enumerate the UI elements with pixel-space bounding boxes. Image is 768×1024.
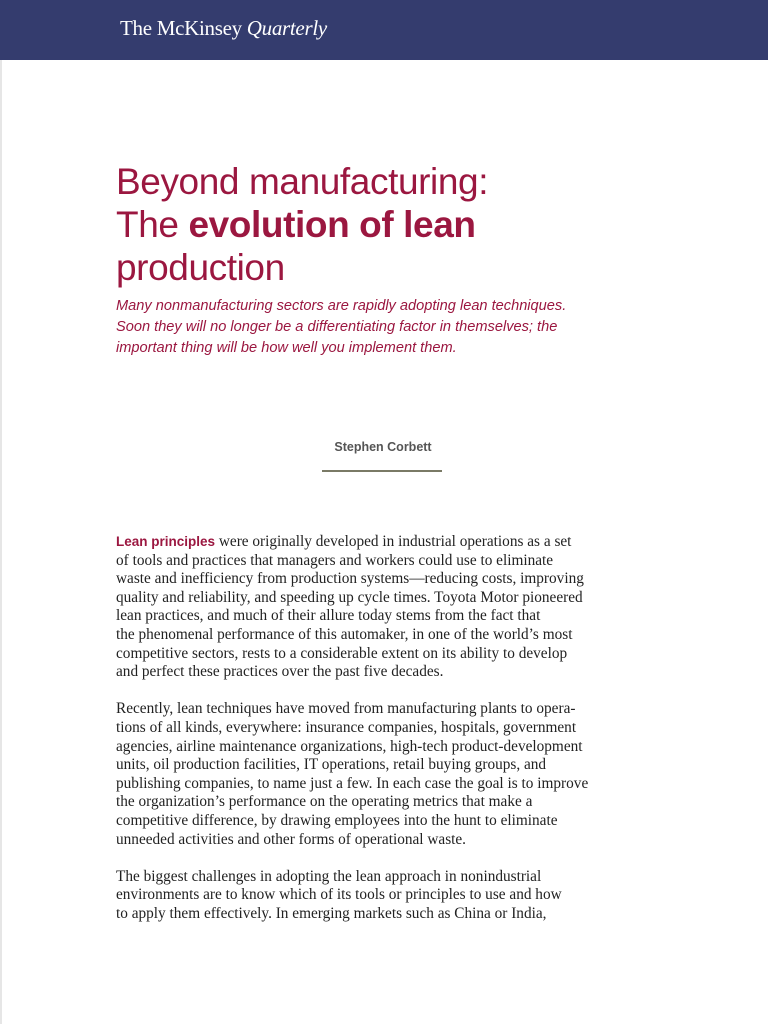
- logo-prefix: The McKinsey: [120, 16, 247, 40]
- author-byline: Stephen Corbett: [334, 440, 432, 454]
- body-line: of tools and practices that managers and workers could use to eliminate: [116, 551, 554, 569]
- paragraph-3: [116, 868, 684, 924]
- standfirst-line-1: Many nonmanufacturing sectors are rapidly adopting lean techniques.: [116, 298, 567, 314]
- article-title: [116, 160, 676, 289]
- logo-quarterly: Quarterly: [246, 16, 327, 40]
- standfirst-line-3: important thing will be how well you implement them.: [116, 340, 457, 356]
- body-line: competitive sectors, rests to a considerable extent on its ability to develop: [116, 644, 568, 662]
- article-body: [116, 533, 684, 942]
- masthead: [0, 0, 768, 60]
- title-line-2-plain: The: [116, 204, 189, 245]
- body-line: tions of all kinds, everywhere: insurance companies, hospitals, government: [116, 718, 577, 736]
- paragraph-1: [116, 533, 684, 682]
- title-line-3: production: [116, 247, 285, 288]
- paragraph-2: [116, 700, 684, 849]
- body-line: agencies, airline maintenance organizations, high-tech product-development: [116, 737, 583, 755]
- body-line: unneeded activities and other forms of operational waste.: [116, 830, 467, 848]
- body-line: to apply them effectively. In emerging markets such as China or India,: [116, 904, 547, 922]
- body-line: the phenomenal performance of this automaker, in one of the world’s most: [116, 625, 573, 643]
- title-line-2-bold: evolution of lean: [188, 204, 476, 245]
- body-line: lean practices, and much of their allure today stems from the fact that: [116, 607, 541, 625]
- body-line: Recently, lean techniques have moved from manufacturing plants to opera-: [116, 700, 576, 718]
- body-line: publishing companies, to name just a few. In each case the goal is to improve: [116, 774, 589, 792]
- body-line: environments are to know which of its tools or principles to use and how: [116, 886, 562, 904]
- lead-in-lean-principles: Lean principles: [116, 534, 216, 549]
- body-line: and perfect these practices over the past five decades.: [116, 663, 444, 681]
- body-line: The biggest challenges in adopting the lean approach in nonindustrial: [116, 867, 542, 885]
- article-standfirst: [116, 296, 676, 359]
- body-line: competitive difference, by drawing employees into the hunt to eliminate: [116, 811, 558, 829]
- body-line: units, oil production facilities, IT operations, retail buying groups, and: [116, 756, 547, 774]
- body-line: were originally developed in industrial operations as a set: [215, 533, 572, 550]
- byline-rule: [322, 470, 442, 472]
- body-line: waste and inefficiency from production systems—reducing costs, improving: [116, 570, 584, 588]
- body-line: the organization’s performance on the operating metrics that make a: [116, 793, 533, 811]
- standfirst-line-2: Soon they will no longer be a differentiating factor in themselves; the: [116, 319, 558, 335]
- page-edge: [0, 0, 2, 1024]
- body-line: quality and reliability, and speeding up cycle times. Toyota Motor pioneered: [116, 588, 583, 606]
- publication-logo: [120, 16, 327, 41]
- title-line-1: Beyond manufacturing:: [116, 161, 489, 202]
